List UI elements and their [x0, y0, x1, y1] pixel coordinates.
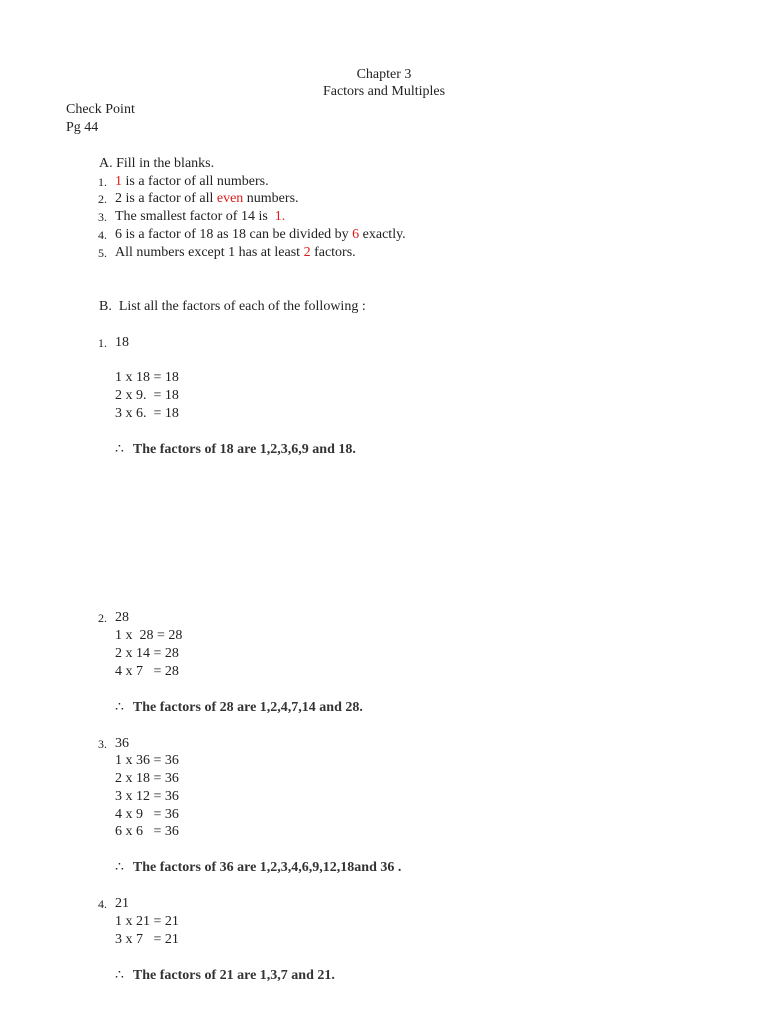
problem-value: 18 — [115, 335, 129, 350]
fill-blank-item: 2 is a factor of all even numbers. — [115, 191, 299, 206]
list-number: 4. — [98, 228, 107, 242]
answer-text: 2 — [303, 245, 311, 260]
problem-value: 21 — [115, 896, 129, 911]
answer-text: 6 — [352, 227, 360, 242]
answer-statement: The factors of 28 are 1,2,4,7,14 and 28. — [132, 700, 363, 715]
factor-pair-line: 4 x 9 = 36 — [115, 807, 179, 822]
factor-pair-line: 1 x 36 = 36 — [115, 753, 179, 768]
factor-pair-line: 1 x 28 = 28 — [115, 628, 183, 643]
part-b-heading: B. List all the factors of each of the following : — [99, 299, 366, 314]
factor-pair-line: 3 x 12 = 36 — [115, 789, 179, 804]
answer-line — [115, 967, 335, 984]
factor-pair-line: 1 x 18 = 18 — [115, 370, 179, 385]
problem-value: 28 — [115, 610, 129, 625]
answer-text: 1. — [274, 209, 286, 224]
therefore-symbol: ∴ — [115, 700, 124, 715]
document-title: Factors and Multiples — [322, 84, 446, 99]
fill-blank-item: The smallest factor of 14 is 1. — [115, 209, 286, 224]
list-number: 1. — [98, 175, 107, 189]
answer-statement: The factors of 36 are 1,2,3,4,6,9,12,18and 36 . — [132, 860, 402, 875]
fill-blank-item: 1 is a factor of all numbers. — [115, 174, 269, 189]
factor-pair-line: 2 x 14 = 28 — [115, 646, 179, 661]
factor-pair-line: 2 x 18 = 36 — [115, 771, 179, 786]
section-label: Check Point — [66, 102, 135, 117]
factor-pair-line: 3 x 6. = 18 — [115, 406, 179, 421]
factor-pair-line: 6 x 6 = 36 — [115, 824, 179, 839]
therefore-symbol: ∴ — [115, 860, 124, 875]
part-a-heading: A. Fill in the blanks. — [99, 156, 215, 171]
answer-line — [115, 859, 401, 876]
answer-statement: The factors of 18 are 1,2,3,6,9 and 18. — [132, 442, 356, 457]
therefore-symbol: ∴ — [115, 442, 124, 457]
answer-statement: The factors of 21 are 1,3,7 and 21. — [132, 968, 335, 983]
chapter-label: Chapter 3 — [356, 67, 412, 82]
factor-pair-line: 4 x 7 = 28 — [115, 664, 179, 679]
page-reference: Pg 44 — [66, 120, 99, 135]
list-number: 4. — [98, 897, 107, 911]
answer-line — [115, 441, 356, 458]
list-number: 5. — [98, 246, 107, 260]
problem-value: 36 — [115, 736, 129, 751]
fill-blank-item: 6 is a factor of 18 as 18 can be divided by 6 exactly. — [115, 227, 406, 242]
list-number: 2. — [98, 192, 107, 206]
list-number: 3. — [98, 737, 107, 751]
factor-pair-line: 1 x 21 = 21 — [115, 914, 179, 929]
list-number: 1. — [98, 336, 107, 350]
answer-text: 1 — [115, 174, 122, 189]
answer-text: even — [216, 191, 244, 206]
list-number: 2. — [98, 611, 107, 625]
factor-pair-line: 3 x 7 = 21 — [115, 932, 179, 947]
list-number: 3. — [98, 210, 107, 224]
answer-line — [115, 699, 363, 716]
fill-blank-item: All numbers except 1 has at least 2 factors. — [115, 245, 356, 260]
factor-pair-line: 2 x 9. = 18 — [115, 388, 179, 403]
therefore-symbol: ∴ — [115, 968, 124, 983]
